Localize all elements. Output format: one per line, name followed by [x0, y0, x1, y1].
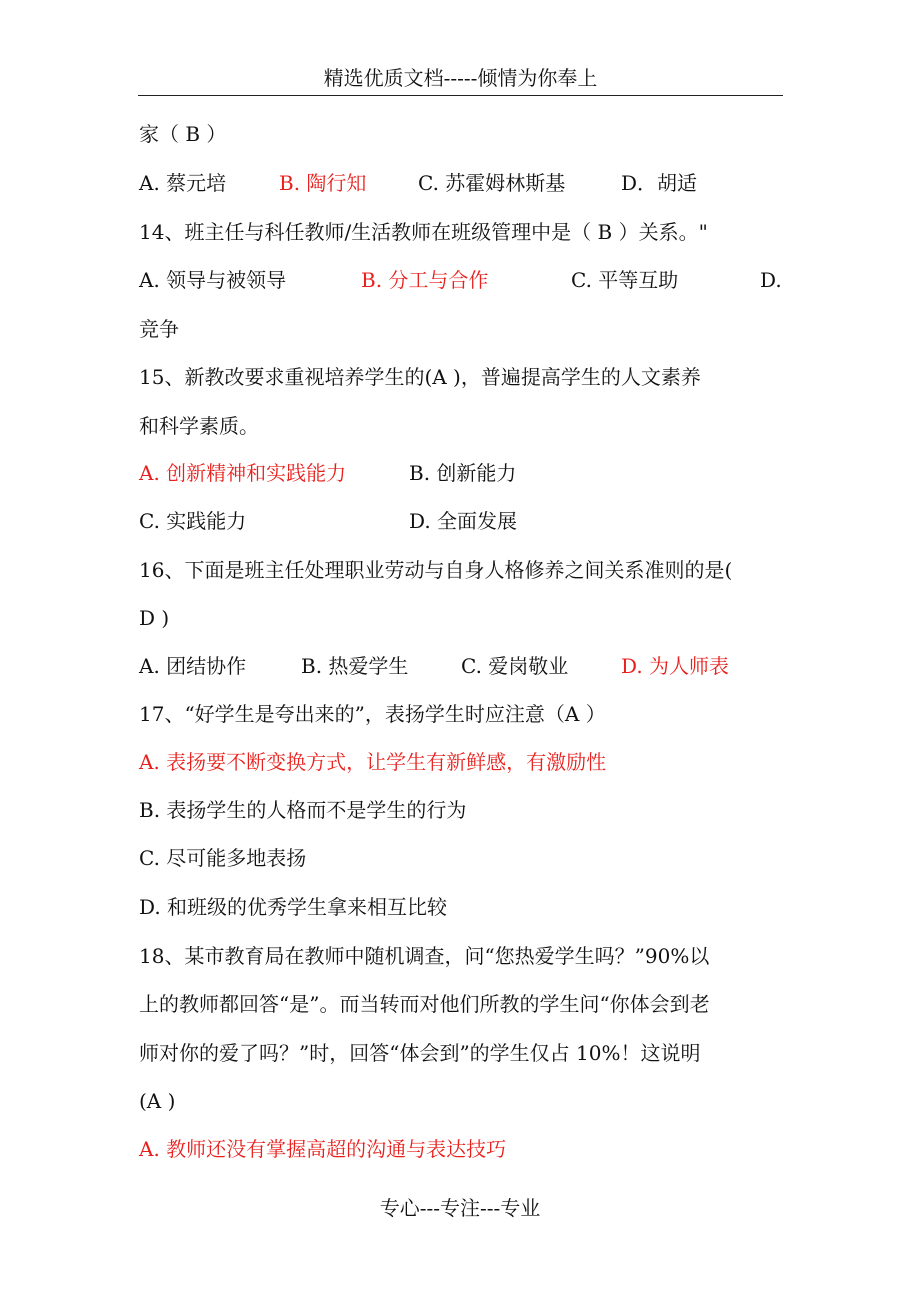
q16-option-c: C. 爱岗敬业 [461, 654, 569, 678]
q13-option-b-answer: B. 陶行知 [279, 171, 367, 195]
q18-stem-line4: (A ) [139, 1089, 176, 1113]
q15-stem-line1: 15、新教改要求重视培养学生的(A )，普遍提高学生的人文素养 [139, 365, 701, 389]
q14-option-c: C. 平等互助 [571, 268, 679, 292]
q13-option-a: A. 蔡元培 [139, 171, 227, 195]
q13-option-d: D．胡适 [621, 171, 698, 195]
q14-option-d-continued: 竞争 [139, 317, 179, 341]
q15-stem-line2: 和科学素质。 [139, 414, 259, 438]
q14-option-d: D. [760, 268, 782, 292]
q15-option-c: C. 实践能力 [139, 509, 247, 533]
q13-option-c: C. 苏霍姆林斯基 [418, 171, 566, 195]
q16-option-d-answer: D. 为人师表 [621, 654, 730, 678]
q16-stem-line1: 16、下面是班主任处理职业劳动与自身人格修养之间关系准则的是( [139, 558, 733, 582]
q16-option-b: B. 热爱学生 [301, 654, 409, 678]
q17-stem: 17、“好学生是夸出来的”，表扬学生时应注意（A ） [139, 702, 606, 726]
q15-option-a-answer: A. 创新精神和实践能力 [139, 461, 347, 485]
q14-option-b-answer: B. 分工与合作 [361, 268, 489, 292]
q13-stem-tail: 家（ B ） [139, 122, 227, 146]
q16-stem-line2: D ) [139, 606, 170, 630]
q16-option-a: A. 团结协作 [139, 654, 247, 678]
q18-option-a-answer: A. 教师还没有掌握高超的沟通与表达技巧 [139, 1137, 507, 1161]
page-header: 精选优质文档-----倾情为你奉上 [323, 66, 598, 90]
header-divider [138, 95, 783, 96]
page-footer: 专心---专注---专业 [379, 1196, 541, 1220]
q17-option-a-answer: A. 表扬要不断变换方式，让学生有新鲜感，有激励性 [139, 750, 607, 774]
q15-option-b: B. 创新能力 [409, 461, 517, 485]
q14-stem: 14、班主任与科任教师/生活教师在班级管理中是（ B ）关系。" [139, 220, 708, 244]
q15-option-d: D. 全面发展 [409, 509, 518, 533]
q18-stem-line2: 上的教师都回答“是”。而当转而对他们所教的学生问“你体会到老 [139, 992, 710, 1016]
q17-option-c: C. 尽可能多地表扬 [139, 846, 307, 870]
q17-option-d: D. 和班级的优秀学生拿来相互比较 [139, 895, 448, 919]
q18-stem-line1: 18、某市教育局在教师中随机调查，问“您热爱学生吗？”90%以 [139, 944, 710, 968]
q14-option-a: A. 领导与被领导 [139, 268, 287, 292]
q18-stem-line3: 师对你的爱了吗？”时，回答“体会到”的学生仅占 10%！这说明 [139, 1041, 701, 1065]
q17-option-b: B. 表扬学生的人格而不是学生的行为 [139, 798, 467, 822]
